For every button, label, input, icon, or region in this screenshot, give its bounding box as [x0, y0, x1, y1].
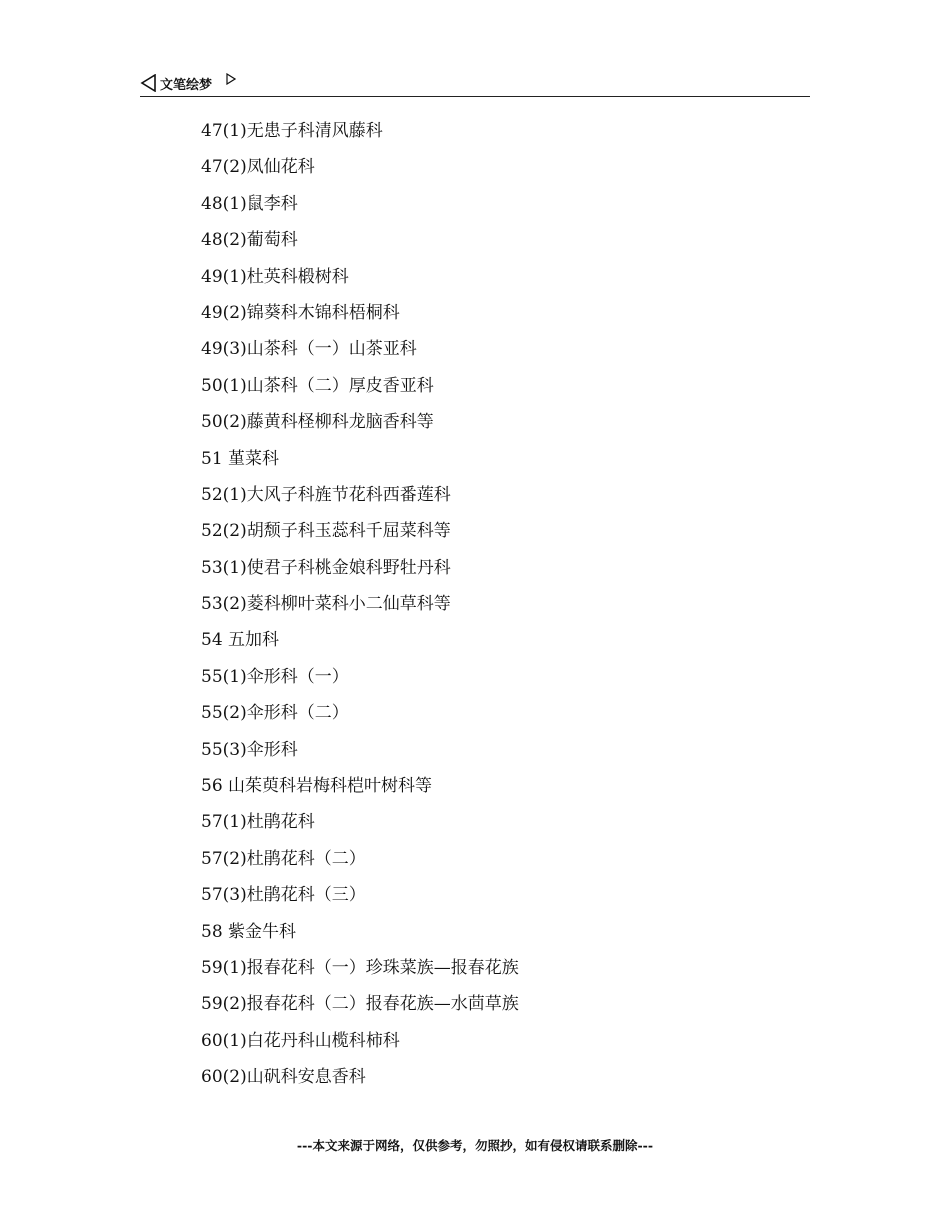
back-triangle-icon: [140, 74, 158, 92]
list-item: 53(1)使君子科桃金娘科野牡丹科: [201, 557, 451, 578]
list-item: 57(2)杜鹃花科（二）: [201, 848, 366, 869]
list-item: 48(2)葡萄科: [201, 230, 298, 251]
list-item: 50(2)藤黄科柽柳科龙脑香科等: [201, 412, 434, 433]
list-item: 55(2)伞形科（二）: [201, 703, 349, 724]
list-item: 58 紫金牛科: [201, 921, 297, 942]
list-item: 47(2)凤仙花科: [201, 157, 315, 178]
list-item: 53(2)菱科柳叶菜科小二仙草科等: [201, 594, 451, 615]
list-item: 56 山茱萸科岩梅科桤叶树科等: [201, 776, 433, 797]
list-item: 55(1)伞形科（一）: [201, 666, 349, 687]
forward-triangle-icon: [226, 73, 236, 85]
list-item: 47(1)无患子科清风藤科: [201, 121, 383, 141]
list-item: 60(1)白花丹科山榄科柿科: [201, 1030, 400, 1051]
list-item: 54 五加科: [201, 630, 280, 651]
list-item: 48(1)鼠李科: [201, 193, 298, 214]
list-item: 50(1)山茶科（二）厚皮香亚科: [201, 375, 434, 396]
footer-disclaimer: ---本文来源于网络，仅供参考，勿照抄，如有侵权请联系删除---: [296, 1138, 654, 1153]
list-item: 60(2)山矾科安息香科: [201, 1067, 366, 1088]
list-item: 57(1)杜鹃花科: [201, 812, 315, 833]
family-list: [201, 118, 519, 1101]
page-header: [140, 70, 810, 97]
list-item: 51 堇菜科: [201, 448, 280, 469]
list-item: 59(2)报春花科（二）报春花族—水茴草族: [201, 994, 519, 1015]
list-item: 57(3)杜鹃花科（三）: [201, 885, 366, 906]
list-item: 52(2)胡颓子科玉蕊科千屈菜科等: [201, 521, 451, 542]
list-item: 52(1)大风子科旌节花科西番莲科: [201, 484, 451, 505]
list-item: 55(3)伞形科: [201, 739, 298, 760]
list-item: 49(1)杜英科椴树科: [201, 266, 349, 287]
list-item: 49(2)锦葵科木锦科梧桐科: [201, 302, 400, 323]
list-item: 59(1)报春花科（一）珍珠菜族—报春花族: [201, 957, 519, 978]
list-item: 49(3)山茶科（一）山茶亚科: [201, 339, 417, 360]
header-title: 文笔绘梦: [160, 78, 213, 93]
